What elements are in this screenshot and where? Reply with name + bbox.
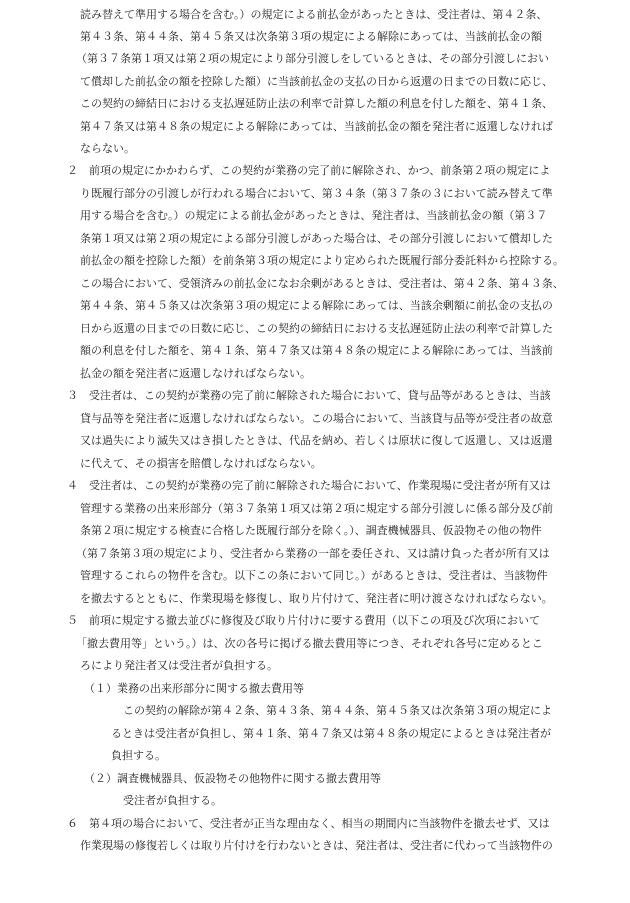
text-line: 管理するこれらの物件を含む。以下この条において同じ。）があるときは、受注者は、当該物件 xyxy=(80,569,548,582)
text-line: 用する場合を含む。）の規定による前払金があったときは、発注者は、当該前払金の額（第３７ xyxy=(80,209,548,222)
text-line: 第４４条、第４５条又は次条第３項の規定による解除にあっては、当該余剰額に前払金の支払の xyxy=(80,299,553,312)
paragraph-2-first-line: ２ 前項の規定にかかわらず、この契約が業務の完了前に解除され、かつ、前条第２項の規定によ xyxy=(67,164,551,177)
text-line: 貸与品等を発注者に返還しなければならない。この場合において、当該貸与品等が受注者の故意 xyxy=(80,412,553,425)
text-line: を撤去するとともに、作業現場を修復し、取り片付けて、発注者に明け渡さなければならない。 xyxy=(80,592,553,605)
text-line: ろにより発注者又は受注者が負担する。 xyxy=(80,659,278,672)
paragraph-3-first-line: ３ 受注者は、この契約が業務の完了前に解除された場合において、貸与品等があるときは、当該 xyxy=(67,389,551,402)
text-line: 額の利息を付した額を、第４１条、第４７条又は第４８条の規定による解除にあっては、当該前 xyxy=(80,344,553,357)
text-line: 作業現場の修復若しくは取り片付けを行わないときは、発注者は、受注者に代わって当該物件の xyxy=(80,839,553,852)
paragraph-4-first-line: ４ 受注者は、この契約が業務の完了前に解除された場合において、作業現場に受注者が所有又は xyxy=(67,479,551,492)
text-line: 第４７条又は第４８条の規定による解除にあっては、当該前払金の額を発注者に返還しなければ xyxy=(80,120,553,133)
paragraph-6-first-line: ６ 第４項の場合において、受注者が正当な理由なく、相当の期間内に当該物件を撤去せず、又は xyxy=(67,817,550,830)
text-line: 受注者が負担する。 xyxy=(123,794,222,807)
text-line: 払金の額を発注者に返還しなければならない。 xyxy=(80,367,311,380)
text-line: 負担する。 xyxy=(111,749,166,762)
text-line: て償却した前払金の額を控除した額）に当該前払金の支払の日から返還の日までの日数に応じ、 xyxy=(80,75,553,88)
text-line: この場合において、受領済みの前払金になお余剰があるときは、受注者は、第４２条、第４３条、 xyxy=(80,277,564,290)
text-line: この契約の締結日における支払遅延防止法の利率で計算した額の利息を付した額を、第４１条、 xyxy=(80,97,553,110)
text-line: （第７条第３項の規定により、受注者から業務の一部を委任され、又は請け負った者が所有又は xyxy=(76,547,550,560)
text-line: 日から返還の日までの日数に応じ、この契約の締結日における支払遅延防止法の利率で計算した xyxy=(80,322,553,335)
text-line: るときは受注者が負担し、第４１条、第４７条又は第４８条の規定によるときは発注者が xyxy=(111,727,551,740)
text-line: 読み替えて準用する場合を含む。）の規定による前払金があったときは、受注者は、第４２条、 xyxy=(80,8,548,21)
text-line: に代えて、その損害を賠償しなければならない。 xyxy=(80,457,322,470)
text-line: 「撤去費用等」という。）は、次の各号に掲げる撤去費用等につき、それぞれ各号に定めるとこ xyxy=(76,637,543,650)
item-2-heading: （２）調査機械器具、仮設物その他物件に関する撤去費用等 xyxy=(84,772,381,785)
text-line: 管理する業務の出来形部分（第３７条第１項又は第２項に規定する部分引渡しに係る部分及び前 xyxy=(80,502,553,515)
text-line: （第３７条第１項又は第２項の規定により部分引渡しをしているときは、その部分引渡しにおい xyxy=(76,52,549,65)
text-line: この契約の解除が第４２条、第４３条、第４４条、第４５条又は次条第３項の規定によ xyxy=(123,704,552,717)
item-1-heading: （１）業務の出来形部分に関する撤去費用等 xyxy=(84,682,304,695)
paragraph-5-first-line: ５ 前項に規定する撤去並びに修復及び取り片付けに要する費用（以下この項及び次項において xyxy=(67,614,540,627)
text-line: 前払金の額を控除した額）を前条第３項の規定により定められた既履行部分委託料から控除する。 xyxy=(80,254,564,267)
text-line: 第４３条、第４４条、第４５条又は次条第３項の規定による解除にあっては、当該前払金の額 xyxy=(80,30,542,43)
text-line: 条第２項に規定する検査に合格した既履行部分を除く。）、調査機械器具、仮設物その他の物件 xyxy=(80,524,542,537)
text-line: り既履行部分の引渡しが行われる場合において、第３４条（第３７条の３において読み替えて準 xyxy=(80,187,553,200)
text-line: ならない。 xyxy=(80,142,135,155)
text-line: 又は過失により滅失又はき損したときは、代品を納め、若しくは原状に復して返還し、又は返還 xyxy=(80,434,553,447)
text-line: 条第１項又は第２項の規定による部分引渡しがあった場合は、その部分引渡しにおいて償却した xyxy=(80,232,553,245)
